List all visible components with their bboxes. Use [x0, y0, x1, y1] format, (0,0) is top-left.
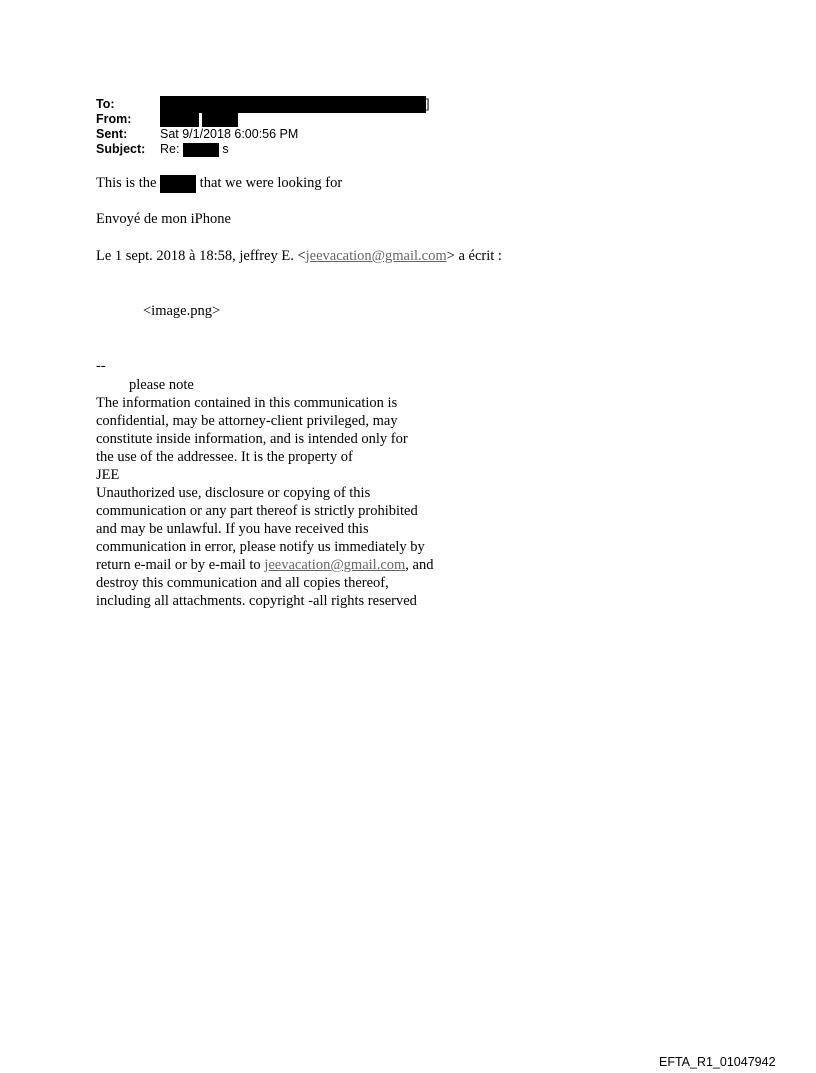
sent-value: Sat 9/1/2018 6:00:56 PM — [160, 127, 299, 141]
subject-suffix: s — [222, 142, 229, 156]
subject-label: Subject: — [96, 142, 146, 156]
quote-intro-text: > a écrit : — [446, 248, 502, 264]
message-text: This is the — [96, 175, 157, 191]
email-link[interactable]: jeevacation@gmail.com — [305, 248, 447, 264]
disclaimer-line: the use of the addressee. It is the property of — [96, 449, 353, 465]
redaction-box — [160, 112, 199, 127]
disclaimer-text: , and — [405, 557, 434, 573]
redaction-box — [202, 112, 238, 127]
sent-row — [96, 127, 298, 141]
email-link[interactable]: jeevacation@gmail.com — [264, 557, 406, 573]
disclaimer-line: and may be unlawful. If you have received this — [96, 521, 369, 537]
message-text: that we were looking for — [199, 175, 343, 191]
disclaimer-line: Unauthorized use, disclosure or copying of this — [96, 485, 371, 501]
quote-intro-text: Le 1 sept. 2018 à 18:58, jeffrey E. < — [96, 248, 306, 264]
subject-row — [96, 142, 229, 157]
disclaimer-line: destroy this communication and all copies thereof, — [96, 575, 389, 591]
message-line — [96, 174, 342, 193]
disclaimer-line: constitute inside information, and is intended only for — [96, 431, 408, 447]
redaction-box — [160, 175, 196, 193]
sent-label: Sent: — [96, 127, 128, 141]
signature: Envoyé de mon iPhone — [96, 211, 231, 227]
to-label: To: — [96, 96, 115, 111]
disclaimer-line — [96, 556, 433, 574]
disclaimer-line: The information contained in this communication is — [96, 395, 398, 411]
attachment-placeholder: <image.png> — [143, 303, 221, 319]
redaction-box — [160, 96, 426, 113]
from-label: From: — [96, 112, 132, 126]
to-row — [96, 96, 429, 113]
disclaimer-line: communication in error, please notify us immediately by — [96, 539, 425, 555]
please-note: please note — [129, 377, 194, 393]
to-bracket: ] — [426, 96, 430, 111]
redaction-box — [183, 143, 219, 157]
disclaimer-line: including all attachments. copyright -all rights reserved — [96, 593, 417, 609]
bates-number: EFTA_R1_01047942 — [659, 1055, 776, 1069]
disclaimer-line: communication or any part thereof is strictly prohibited — [96, 503, 418, 519]
disclaimer-line: confidential, may be attorney-client privileged, may — [96, 413, 398, 429]
from-row — [96, 112, 238, 127]
disclaimer-line: JEE — [96, 467, 120, 483]
disclaimer-text: return e-mail or by e-mail to — [96, 557, 265, 573]
quote-intro — [96, 247, 502, 265]
disclaimer-block — [96, 394, 433, 610]
signature-dashes: -- — [96, 358, 106, 374]
subject-prefix: Re: — [160, 142, 180, 156]
